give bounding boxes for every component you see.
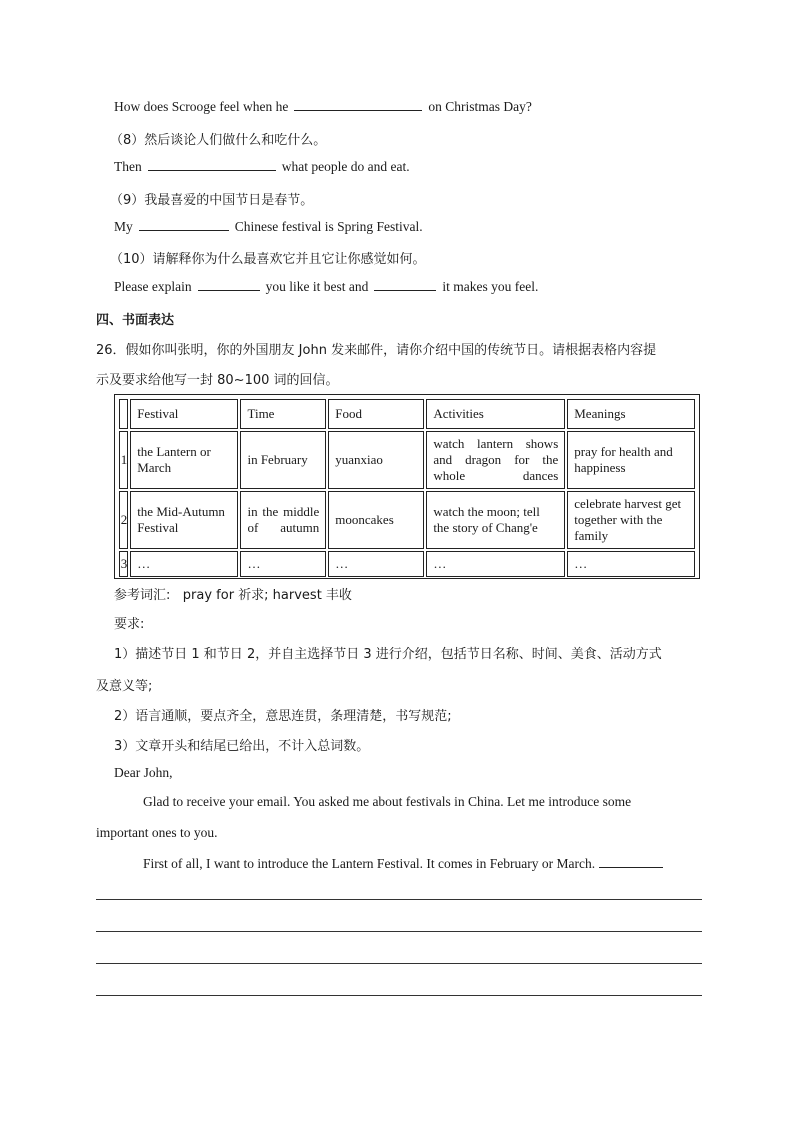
q10-text-pre: Please explain [114, 279, 192, 294]
cell-time: in February [240, 431, 326, 489]
q8-blank[interactable] [148, 169, 276, 171]
cell-activities: … [426, 551, 565, 577]
requirement-2: 2）语言通顺，要点齐全，意思连贯，条理清楚，书写规范; [114, 709, 452, 724]
writing-line[interactable] [96, 995, 702, 996]
writing-line[interactable] [96, 931, 702, 932]
q10-english [114, 279, 538, 295]
requirement-1-line2: 及意义等; [96, 679, 153, 694]
writing-line[interactable] [96, 899, 702, 900]
table-header-time: Time [240, 399, 326, 429]
q7-text-pre: How does Scrooge feel when he [114, 99, 289, 114]
table-row [119, 431, 695, 489]
cell-food: mooncakes [328, 491, 424, 549]
cell-food: yuanxiao [328, 431, 424, 489]
section-title: 四、书面表达 [96, 313, 175, 328]
q7-english [114, 99, 532, 115]
table-header-row [119, 399, 695, 429]
q9-english [114, 219, 423, 235]
q9-text-post: Chinese festival is Spring Festival. [234, 219, 423, 234]
cell-food: … [328, 551, 424, 577]
q10-blank-1[interactable] [198, 289, 260, 291]
q7-text-post: on Christmas Day? [428, 99, 532, 114]
q8-english [114, 159, 410, 175]
row-number: 2 [119, 491, 128, 549]
writing-line[interactable] [96, 963, 702, 964]
q10-text-post: it makes you feel. [442, 279, 539, 294]
cell-festival: the Lantern or March [130, 431, 238, 489]
reference-vocab: 参考词汇: pray for 祈求; harvest 丰收 [114, 588, 352, 603]
q8-text-post: what people do and eat. [281, 159, 410, 174]
cell-meanings: celebrate harvest get together with the family [567, 491, 695, 549]
q7-blank[interactable] [294, 109, 422, 111]
cell-time: … [240, 551, 326, 577]
row-number: 1 [119, 431, 128, 489]
table-header-num [119, 399, 128, 429]
table-header-festival: Festival [130, 399, 238, 429]
cell-meanings: … [567, 551, 695, 577]
q10-chinese: （10）请解释你为什么最喜欢它并且它让你感觉如何。 [110, 252, 426, 267]
table-row [119, 491, 695, 549]
requirement-1-line1: 1）描述节日 1 和节日 2，并自主选择节日 3 进行介绍，包括节日名称、时间、美食、活动方式 [114, 647, 662, 662]
festival-table [114, 394, 700, 579]
cell-festival: … [130, 551, 238, 577]
requirements-title: 要求: [114, 617, 145, 632]
table-header-activities: Activities [426, 399, 565, 429]
cell-festival: the Mid-Autumn Festival [130, 491, 238, 549]
task-prompt-line1: 26．假如你叫张明，你的外国朋友 John 发来邮件，请你介绍中国的传统节日。请根据表格内容提 [96, 343, 657, 358]
q10-text-mid: you like it best and [265, 279, 369, 294]
q9-text-pre: My [114, 219, 133, 234]
task-prompt-line2: 示及要求给他写一封 80~100 词的回信。 [96, 373, 339, 388]
table-row [119, 551, 695, 577]
cell-meanings: pray for health and happiness [567, 431, 695, 489]
letter-para2-blank[interactable] [599, 866, 663, 868]
letter-greeting: Dear John, [114, 765, 173, 780]
requirement-3: 3）文章开头和结尾已给出，不计入总词数。 [114, 739, 370, 754]
cell-activities: watch the moon; tell the story of Chang'e [426, 491, 565, 549]
letter-para2-text: First of all, I want to introduce the Lantern Festival. It comes in February or March. [143, 856, 596, 871]
q9-blank[interactable] [139, 229, 229, 231]
table-header-meanings: Meanings [567, 399, 695, 429]
q9-chinese: （9）我最喜爱的中国节日是春节。 [110, 193, 314, 208]
letter-para1-line2: important ones to you. [96, 825, 218, 840]
letter-para1-line1: Glad to receive your email. You asked me about festivals in China. Let me introduce some [143, 794, 632, 809]
letter-para2-line1 [143, 856, 669, 872]
row-number: 3 [119, 551, 128, 577]
q10-blank-2[interactable] [374, 289, 436, 291]
q8-text-pre: Then [114, 159, 142, 174]
table-header-food: Food [328, 399, 424, 429]
q8-chinese: （8）然后谈论人们做什么和吃什么。 [110, 133, 327, 148]
cell-time: in the middle of autumn [240, 491, 326, 549]
cell-activities: watch lantern shows and dragon for the whole dances [426, 431, 565, 489]
